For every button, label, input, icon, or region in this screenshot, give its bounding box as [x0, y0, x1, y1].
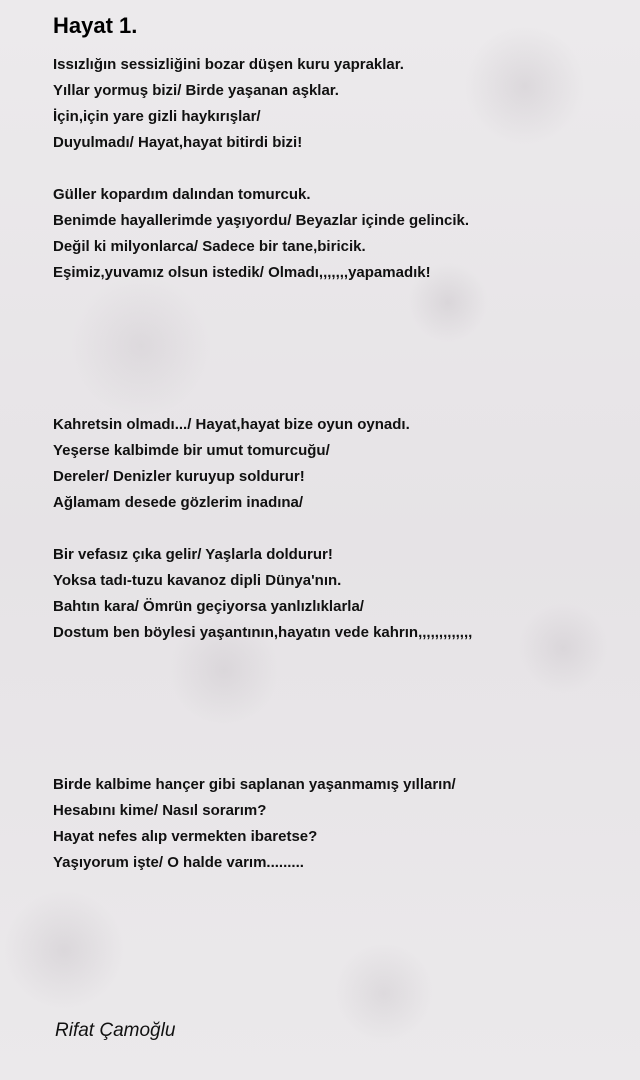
poem-line: Yeşerse kalbimde bir umut tomurcuğu/ [53, 442, 330, 459]
poem-title: Hayat 1. [53, 13, 138, 38]
poem-line: Yaşıyorum işte/ O halde varım......... [53, 854, 304, 871]
poem-line: Hayat nefes alıp vermekten ibaretse? [53, 828, 318, 845]
stanza-2 [53, 182, 469, 286]
stanza-1 [53, 52, 404, 156]
stanza-3 [53, 412, 410, 516]
stanza-5 [53, 772, 456, 876]
stanza-4 [53, 542, 472, 646]
poem-line: Ağlamam desede gözlerim inadına/ [53, 494, 304, 511]
poem-line: Dereler/ Denizler kuruyup soldurur! [53, 468, 305, 485]
poem-line: Issızlığın sessizliğini bozar düşen kuru yapraklar. [53, 56, 404, 73]
poem-line: Değil ki milyonlarca/ Sadece bir tane,biricik. [53, 238, 366, 255]
poem-line: Güller kopardım dalından tomurcuk. [53, 186, 311, 203]
poem-line: Eşimiz,yuvamız olsun istedik/ Olmadı,,,,,,,yapamadık! [53, 264, 431, 281]
poem-line: Benimde hayallerimde yaşıyordu/ Beyazlar içinde gelincik. [53, 212, 470, 229]
poem-line: Duyulmadı/ Hayat,hayat bitirdi bizi! [53, 134, 303, 151]
poem-line: Yıllar yormuş bizi/ Birde yaşanan aşklar. [53, 82, 339, 99]
poem-line: Bahtın kara/ Ömrün geçiyorsa yanlızlıklarla/ [53, 598, 364, 615]
poem-line: Bir vefasız çıka gelir/ Yaşlarla doldurur! [53, 546, 333, 563]
poem-line: Birde kalbime hançer gibi saplanan yaşanmamış yılların/ [53, 776, 456, 793]
poem-line: Yoksa tadı-tuzu kavanoz dipli Dünya'nın. [53, 572, 342, 589]
poem-line: İçin,için yare gizli haykırışlar/ [53, 108, 261, 125]
poem-author: Rifat Çamoğlu [55, 1020, 176, 1041]
poem-line: Hesabını kime/ Nasıl sorarım? [53, 802, 267, 819]
poem-line: Kahretsin olmadı.../ Hayat,hayat bize oyun oynadı. [53, 416, 410, 433]
poem-line: Dostum ben böylesi yaşantının,hayatın vede kahrın,,,,,,,,,,,,, [53, 624, 473, 641]
